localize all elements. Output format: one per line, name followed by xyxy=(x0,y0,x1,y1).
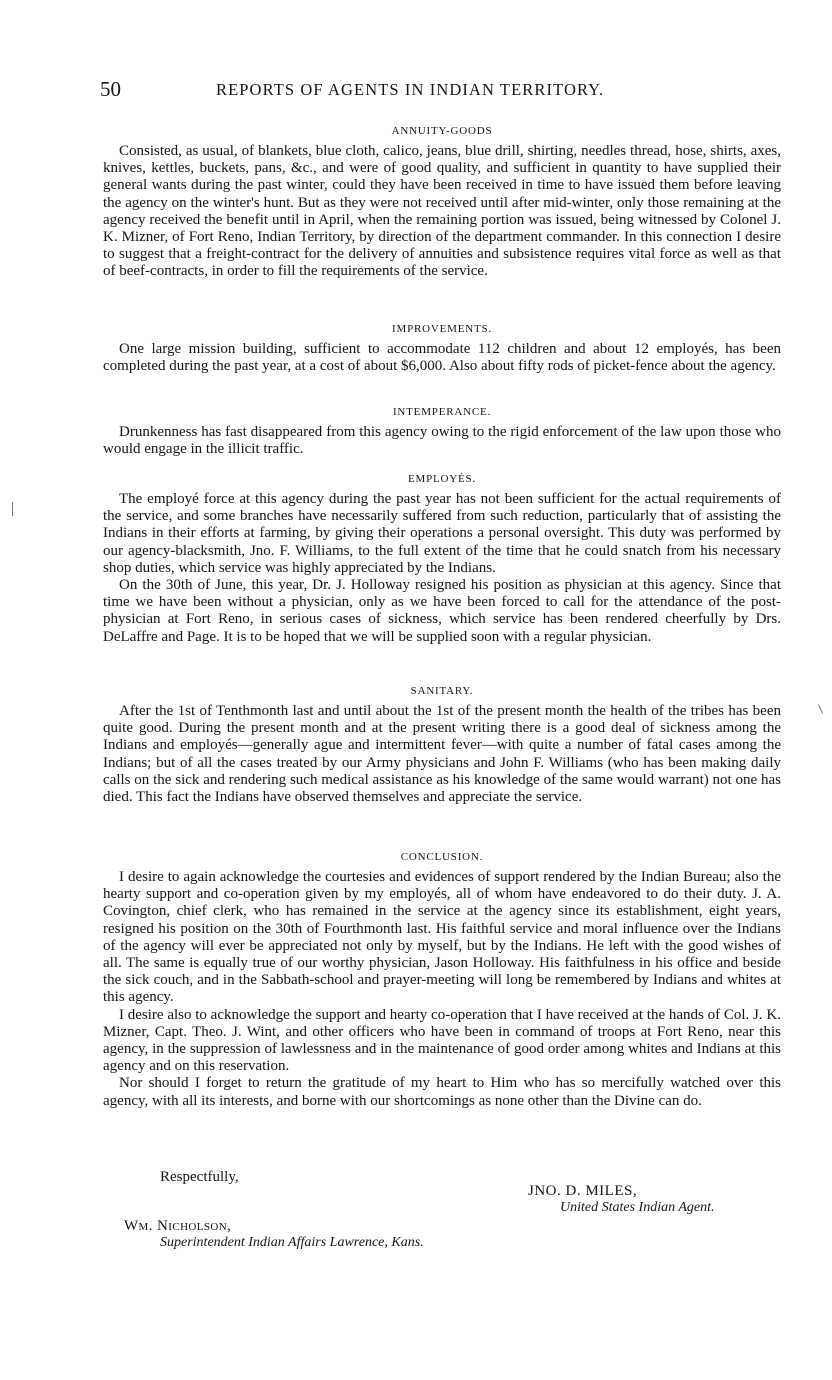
paragraph: After the 1st of Tenthmonth last and until about the 1st of the present month the health of the tribes has been quite good. During the present month and at the present writing there is a good deal of sickness among the Indians and employés—generally ague and intermittent fever—with quite a number of fatal cases among the Indians; but of all the cases treated by our Army physicians and John F. Williams (who has been making daily calls on the sick and rendering such medical assistance as his knowledge of the same would warrant) not one has died. This fact the Indians have observed themselves and appreciate the service. xyxy=(103,703,781,806)
section-improvements xyxy=(103,322,781,375)
signer-title: United States Indian Agent. xyxy=(560,1200,715,1215)
running-title: REPORTS OF AGENTS IN INDIAN TERRITORY. xyxy=(216,80,605,99)
section-heading: SANITARY. xyxy=(410,685,474,697)
paragraph: On the 30th of June, this year, Dr. J. Holloway resigned his position as physician at this agency. Since that time we have been without a physician, only as we have been forced to call for the attendance of the post-physician at Fort Reno, in serious cases of sickness, which service has been rendered cheerfully by Drs. DeLaffre and Page. It is to be hoped that we will be supplied soon with a regular physician. xyxy=(103,577,781,645)
section-annuity-goods xyxy=(103,124,781,281)
paragraph: Consisted, as usual, of blankets, blue cloth, calico, jeans, blue drill, shirting, needles thread, hose, shirts, axes, knives, kettles, buckets, pans, &c., and were of good quality, and sufficient in quantity to have supplied their general wants during the past winter, could they have been received in time to have issued them before leaving the agency on the winter's hunt. But as they were not received until after mid-winter, only those remaining at the agency received the benefit until in April, when the remaining portion was issued, being witnessed by Colonel J. K. Mizner, of Fort Reno, Indian Territory, by direction of the department commander. In this connection I desire to suggest that a freight-contract for the delivery of annuities and subsistence requires vital force as well as that of beef-contracts, in order to fill the requirements of the service. xyxy=(103,143,781,280)
section-heading: ANNUITY-GOODS xyxy=(391,125,493,137)
paragraph: Drunkenness has fast disappeared from this agency owing to the rigid enforcement of the law upon those who would engage in the illicit traffic. xyxy=(103,424,781,458)
addressee-name: Wm. Nicholson, xyxy=(124,1218,232,1234)
section-intemperance xyxy=(103,405,781,458)
page-number: 50 xyxy=(100,77,121,101)
section-sanitary xyxy=(103,684,781,806)
paragraph: The employé force at this agency during the past year has not been sufficient for the actual requirements of the service, and some branches have necessarily suffered from such reduction, particularly that of assisting the Indians in their efforts at farming, by giving their operations a personal oversight. This duty was performed by our agency-blacksmith, Jno. F. Williams, to the full extent of the time that he could snatch from his necessary shop duties, which service was highly appreciated by the Indians. xyxy=(103,491,781,576)
section-heading: CONCLUSION. xyxy=(400,851,484,863)
addressee-title: Superintendent Indian Affairs Lawrence, Kans. xyxy=(160,1235,424,1250)
paragraph: I desire to again acknowledge the courtesies and evidences of support rendered by the Indian Bureau; also the hearty support and co-operation given by my employés, all of whom have endeavored to do their duty. J. A. Covington, chief clerk, who has remained in the service at the agency since its establishment, eight years, resigned his position on the 30th of Fourthmonth last. His faithful service and moral influence over the Indians of the agency will ever be appreciated not only by myself, but by the Indians. He left with the good wishes of all. The same is equally true of our worthy physician, Jason Holloway. His faithfulness in his office and beside the sick couch, and in the Sabbath-school and prayer-meeting will long be remembered by Indians and whites at this agency. xyxy=(103,869,781,1006)
section-conclusion xyxy=(103,850,781,1110)
paragraph: Nor should I forget to return the gratitude of my heart to Him who has so mercifully watched over this agency, with all its interests, and borne with our shortcomings as none other than the Divine can do. xyxy=(103,1075,781,1109)
complimentary-close: Respectfully, xyxy=(160,1169,239,1185)
section-employes xyxy=(103,472,781,646)
signer-name: JNO. D. MILES, xyxy=(528,1183,638,1199)
scan-mark xyxy=(12,502,13,516)
section-heading: EMPLOYÉS. xyxy=(407,473,476,485)
running-head xyxy=(100,78,670,102)
paragraph: One large mission building, sufficient to accommodate 112 children and about 12 employés, has been completed during the past year, at a cost of about $6,000. Also about fifty rods of picket-fence about the agency. xyxy=(103,341,781,375)
section-heading: INTEMPERANCE. xyxy=(392,406,492,418)
scan-mark xyxy=(818,704,823,713)
section-heading: IMPROVEMENTS. xyxy=(392,323,492,335)
paragraph: I desire also to acknowledge the support and hearty co-operation that I have received at the hands of Col. J. K. Mizner, Capt. Theo. J. Wint, and other officers who have been in command of troops at Fort Reno, near this agency, in the suppression of lawlessness and in the maintenance of good order among whites and Indians at this agency and on this reservation. xyxy=(103,1006,781,1075)
